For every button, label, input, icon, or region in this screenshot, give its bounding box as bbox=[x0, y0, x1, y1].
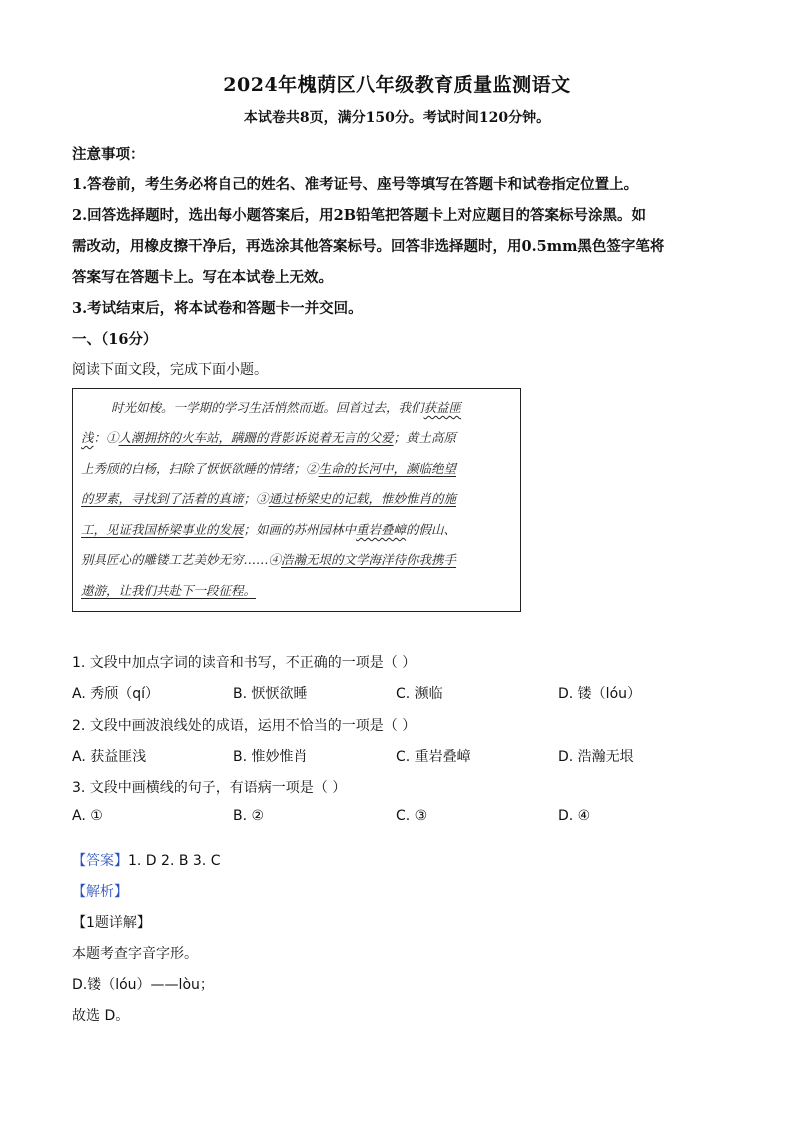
question-1-stem: 1. 文段中加点字词的读音和书写，不正确的一项是（ ） bbox=[72, 655, 417, 671]
passage-line-3: 上秀颀的白杨，扫除了恹恹欲睡的情绪；②生命的长河中，濒临绝望 bbox=[81, 461, 457, 476]
detail-label: 【1题详解】 bbox=[72, 915, 151, 931]
analysis-label: 【解析】 bbox=[72, 884, 128, 900]
question-3-stem: 3. 文段中画横线的句子，有语病一项是（ ） bbox=[72, 780, 347, 796]
passage-line-4: 的罗素，寻找到了活着的真谛；③通过桥梁史的记载，惟妙惟肖的施 bbox=[81, 491, 457, 506]
wavy-idiom: 重岩叠嶂 bbox=[356, 522, 407, 537]
detail-line-3: 故选 D。 bbox=[72, 1008, 130, 1024]
question-2-option-c: C. 重岩叠嶂 bbox=[396, 749, 471, 765]
question-3-option-d: D. ④ bbox=[558, 808, 591, 824]
question-2-option-b: B. 惟妙惟肖 bbox=[233, 749, 308, 765]
question-1-option-a: A. 秀颀（qí） bbox=[72, 686, 160, 702]
question-2-option-a: A. 获益匪浅 bbox=[72, 749, 147, 765]
underlined-sentence: 浩瀚无垠的文学海洋待你我携手 bbox=[281, 552, 457, 567]
notice-item-2-end: 答案写在答题卡上。写在本试卷上无效。 bbox=[72, 269, 333, 286]
underlined-sentence: 人潮拥挤的火车站，蹒跚的背影诉说着无言的父爱 bbox=[118, 430, 394, 445]
notice-item-2: 2.回答选择题时，选出每小题答案后，用2B铅笔把答题卡上对应题目的答案标号涂黑。如 bbox=[72, 207, 646, 224]
passage-line-1: 时光如梭。一学期的学习生活悄然而逝。回首过去，我们获益匪 bbox=[111, 400, 462, 415]
question-3-option-a: A. ① bbox=[72, 808, 103, 824]
passage-line-5: 工，见证我国桥梁事业的发展；如画的苏州园林中重岩叠嶂的假山、 bbox=[81, 522, 457, 537]
section-instruction: 阅读下面文段，完成下面小题。 bbox=[72, 362, 268, 378]
answer-row bbox=[72, 850, 220, 870]
question-2-option-d: D. 浩瀚无垠 bbox=[558, 749, 634, 765]
notice-item-1: 1.答卷前，考生务必将自己的姓名、准考证号、座号等填写在答题卡和试卷指定位置上。 bbox=[72, 176, 639, 193]
notice-item-3: 3.考试结束后，将本试卷和答题卡一并交回。 bbox=[72, 300, 363, 317]
question-2-stem: 2. 文段中画波浪线处的成语，运用不恰当的一项是（ ） bbox=[72, 718, 417, 734]
question-3-option-b: B. ② bbox=[233, 808, 265, 824]
question-1-option-d: D. 镂（lóu） bbox=[558, 686, 642, 702]
underlined-sentence: 通过桥梁史的记载，惟妙惟肖的施 bbox=[268, 491, 457, 506]
answer-values: 1. D 2. B 3. C bbox=[128, 853, 221, 869]
answer-label: 【答案】 bbox=[72, 853, 128, 869]
detail-line-1: 本题考查字音字形。 bbox=[72, 946, 198, 962]
notice-item-2-cont: 需改动，用橡皮擦干净后，再选涂其他答案标号。回答非选择题时，用0.5mm黑色签字笔将 bbox=[72, 238, 665, 255]
passage-line-7: 遨游，让我们共赴下一段征程。 bbox=[81, 583, 257, 598]
passage-box bbox=[72, 388, 521, 612]
page-subtitle: 本试卷共8页，满分150分。考试时间120分钟。 bbox=[243, 110, 551, 126]
question-3-option-c: C. ③ bbox=[396, 808, 428, 824]
detail-line-2: D.镂（lóu）——lòu； bbox=[72, 977, 214, 993]
wavy-idiom: 获益匪 bbox=[423, 400, 462, 415]
passage-line-6: 别具匠心的雕镂工艺美妙无穷……④浩瀚无垠的文学海洋待你我携手 bbox=[81, 552, 457, 567]
page-title: 2024年槐荫区八年级教育质量监测语文 bbox=[223, 74, 571, 96]
underlined-sentence: 生命的长河中，濒临绝望 bbox=[318, 461, 457, 476]
passage-line-2: 浅：①人潮拥挤的火车站，蹒跚的背影诉说着无言的父爱；黄土高原 bbox=[81, 430, 457, 445]
question-1-option-c: C. 濒临 bbox=[396, 686, 443, 702]
section-heading: 一、（16分） bbox=[72, 331, 158, 348]
question-1-option-b: B. 恹恹欲睡 bbox=[233, 686, 308, 702]
notice-heading: 注意事项： bbox=[72, 146, 145, 163]
